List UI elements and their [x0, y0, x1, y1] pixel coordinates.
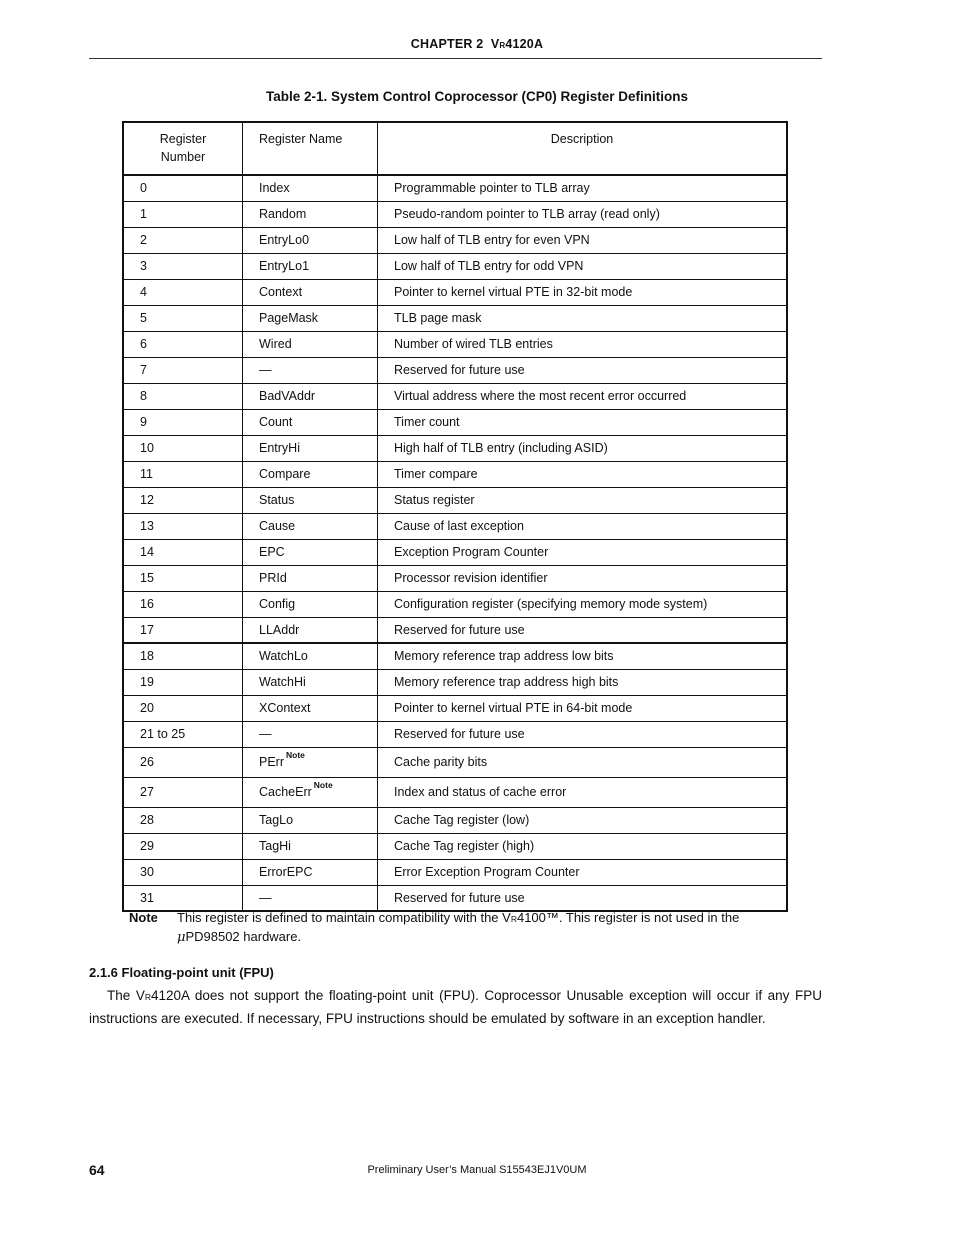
table-row — [123, 695, 787, 721]
table-row — [123, 859, 787, 885]
register-description: Reserved for future use — [378, 885, 788, 911]
register-number: 27 — [123, 777, 243, 807]
table-row — [123, 885, 787, 911]
table-row — [123, 253, 787, 279]
register-description: Number of wired TLB entries — [378, 331, 788, 357]
register-description: Low half of TLB entry for odd VPN — [378, 253, 788, 279]
table-row — [123, 279, 787, 305]
register-name-text: CacheErr — [259, 785, 312, 799]
table-header-row — [123, 122, 787, 175]
column-header-name: Register Name — [243, 122, 378, 175]
table-row — [123, 617, 787, 643]
register-name — [243, 643, 378, 669]
register-number: 3 — [123, 253, 243, 279]
chapter-label: CHAPTER 2 — [410, 37, 484, 51]
product-subscript: R — [499, 41, 506, 50]
register-description: Cache Tag register (low) — [378, 807, 788, 833]
register-name-text: — — [259, 363, 272, 377]
register-name-text: Count — [259, 415, 293, 429]
register-name — [243, 885, 378, 911]
table-row — [123, 383, 787, 409]
register-name-text: ErrorEPC — [259, 865, 313, 879]
note-marker: Note — [313, 780, 333, 790]
register-name — [243, 617, 378, 643]
register-number: 14 — [123, 539, 243, 565]
register-number: 8 — [123, 383, 243, 409]
register-name — [243, 487, 378, 513]
register-number: 10 — [123, 435, 243, 461]
register-number: 18 — [123, 643, 243, 669]
register-name — [243, 201, 378, 227]
register-description: TLB page mask — [378, 305, 788, 331]
register-name-text: TagHi — [259, 839, 291, 853]
register-name — [243, 539, 378, 565]
register-name-text: WatchLo — [259, 649, 308, 664]
table-row — [123, 461, 787, 487]
register-name — [243, 253, 378, 279]
table-body — [123, 175, 787, 911]
register-description: Cause of last exception — [378, 513, 788, 539]
product-suffix: 4120A — [505, 37, 544, 51]
table-row — [123, 331, 787, 357]
register-name — [243, 331, 378, 357]
register-name — [243, 279, 378, 305]
column-header-number: Register Number — [123, 122, 243, 175]
register-name-text: Cause — [259, 519, 296, 533]
section-paragraph: The VR4120A does not support the floating-point unit (FPU). Coprocessor Unusable exception will occur if any FPU instructions are executed. If necessary, FPU instructions should be emulated by software in an exception handler. — [89, 988, 822, 1026]
register-name — [243, 591, 378, 617]
register-name — [243, 565, 378, 591]
register-name-text: TagLo — [259, 813, 294, 827]
register-name-text: PageMask — [259, 311, 319, 325]
register-name-text: EntryLo0 — [259, 233, 310, 247]
table-row — [123, 565, 787, 591]
register-description: Reserved for future use — [378, 617, 788, 643]
register-description: Pointer to kernel virtual PTE in 32-bit mode — [378, 279, 788, 305]
register-number: 2 — [123, 227, 243, 253]
register-number: 21 to 25 — [123, 721, 243, 747]
register-table — [122, 121, 788, 912]
header-rule — [89, 58, 822, 59]
table-title: Table 2-1. System Control Coprocessor (CP0) Register Definitions — [265, 89, 689, 104]
register-number: 12 — [123, 487, 243, 513]
table-row — [123, 357, 787, 383]
register-name-text: Index — [259, 181, 290, 196]
register-name-text: Random — [259, 207, 307, 221]
register-name-text: — — [259, 890, 272, 905]
product-prefix: V — [490, 37, 500, 51]
register-number: 15 — [123, 565, 243, 591]
register-name-text: EntryLo1 — [259, 259, 310, 273]
register-name-text: BadVAddr — [259, 389, 316, 403]
register-description: Programmable pointer to TLB array — [378, 175, 788, 201]
register-name — [243, 383, 378, 409]
register-name-text: Wired — [259, 337, 292, 351]
table-row — [123, 591, 787, 617]
register-number: 7 — [123, 357, 243, 383]
register-description: Memory reference trap address high bits — [378, 669, 788, 695]
register-number: 1 — [123, 201, 243, 227]
register-number: 31 — [123, 885, 243, 911]
table-row — [123, 435, 787, 461]
register-name — [243, 669, 378, 695]
register-number: 28 — [123, 807, 243, 833]
register-name-text: Config — [259, 597, 296, 611]
register-number: 9 — [123, 409, 243, 435]
register-number: 13 — [123, 513, 243, 539]
register-description: Low half of TLB entry for even VPN — [378, 227, 788, 253]
register-name — [243, 227, 378, 253]
table-row — [123, 721, 787, 747]
footer-text: Preliminary User’s Manual S15543EJ1V0UM — [367, 1164, 587, 1176]
register-description: Processor revision identifier — [378, 565, 788, 591]
table-row — [123, 513, 787, 539]
register-name — [243, 409, 378, 435]
register-description: Timer count — [378, 409, 788, 435]
register-name — [243, 461, 378, 487]
register-name — [243, 777, 378, 807]
register-description: Reserved for future use — [378, 357, 788, 383]
register-number: 16 — [123, 591, 243, 617]
register-name-text: Status — [259, 493, 295, 507]
register-number: 26 — [123, 747, 243, 777]
table-row — [123, 487, 787, 513]
note-label: Note — [129, 910, 158, 925]
table-row — [123, 305, 787, 331]
register-description: High half of TLB entry (including ASID) — [378, 435, 788, 461]
register-description: Exception Program Counter — [378, 539, 788, 565]
table-row — [123, 833, 787, 859]
register-number: 6 — [123, 331, 243, 357]
register-description: Index and status of cache error — [378, 777, 788, 807]
page-number: 64 — [89, 1162, 105, 1178]
register-name-text: WatchHi — [259, 675, 306, 689]
register-name-text: LLAddr — [259, 622, 300, 637]
table-row — [123, 643, 787, 669]
register-description: Memory reference trap address low bits — [378, 643, 788, 669]
register-description: Status register — [378, 487, 788, 513]
register-description: Pointer to kernel virtual PTE in 64-bit mode — [378, 695, 788, 721]
register-description: Cache parity bits — [378, 747, 788, 777]
register-number: 20 — [123, 695, 243, 721]
note-marker: Note — [286, 750, 305, 760]
table-row — [123, 777, 787, 807]
register-description: Pseudo-random pointer to TLB array (read only) — [378, 201, 788, 227]
table-note — [129, 909, 789, 947]
register-description: Error Exception Program Counter — [378, 859, 788, 885]
register-name-text: — — [259, 727, 272, 741]
register-name-text: EntryHi — [259, 441, 300, 455]
register-number: 17 — [123, 617, 243, 643]
register-name-text: Compare — [259, 467, 311, 481]
table-row — [123, 807, 787, 833]
register-description: Reserved for future use — [378, 721, 788, 747]
register-name-text: EPC — [259, 545, 285, 559]
register-name — [243, 747, 378, 777]
register-name-text: PErr — [259, 755, 284, 769]
register-name — [243, 435, 378, 461]
register-name — [243, 833, 378, 859]
register-name — [243, 807, 378, 833]
register-name — [243, 513, 378, 539]
register-name-text: PRId — [259, 571, 287, 585]
register-number: 0 — [123, 175, 243, 201]
register-name — [243, 175, 378, 201]
table-row — [123, 409, 787, 435]
chapter-header — [0, 37, 954, 51]
note-text: This register is defined to maintain compatibility with the VR4100™. This register is not used in the μPD98502 hardware. — [177, 910, 740, 945]
register-number: 30 — [123, 859, 243, 885]
register-number: 19 — [123, 669, 243, 695]
table-row — [123, 175, 787, 201]
register-number: 4 — [123, 279, 243, 305]
register-name-text: XContext — [259, 701, 311, 715]
register-number: 11 — [123, 461, 243, 487]
register-name — [243, 721, 378, 747]
section-heading: 2.1.6 Floating-point unit (FPU) — [89, 965, 274, 980]
register-number: 29 — [123, 833, 243, 859]
register-name — [243, 305, 378, 331]
table-row — [123, 747, 787, 777]
register-name — [243, 695, 378, 721]
register-description: Virtual address where the most recent error occurred — [378, 383, 788, 409]
register-number: 5 — [123, 305, 243, 331]
table-row — [123, 227, 787, 253]
register-name — [243, 357, 378, 383]
table-row — [123, 201, 787, 227]
register-name-text: Context — [259, 285, 303, 299]
register-description: Cache Tag register (high) — [378, 833, 788, 859]
table-row — [123, 539, 787, 565]
table-row — [123, 669, 787, 695]
column-header-description: Description — [378, 122, 788, 175]
register-name — [243, 859, 378, 885]
register-description: Configuration register (specifying memory mode system) — [378, 591, 788, 617]
register-description: Timer compare — [378, 461, 788, 487]
